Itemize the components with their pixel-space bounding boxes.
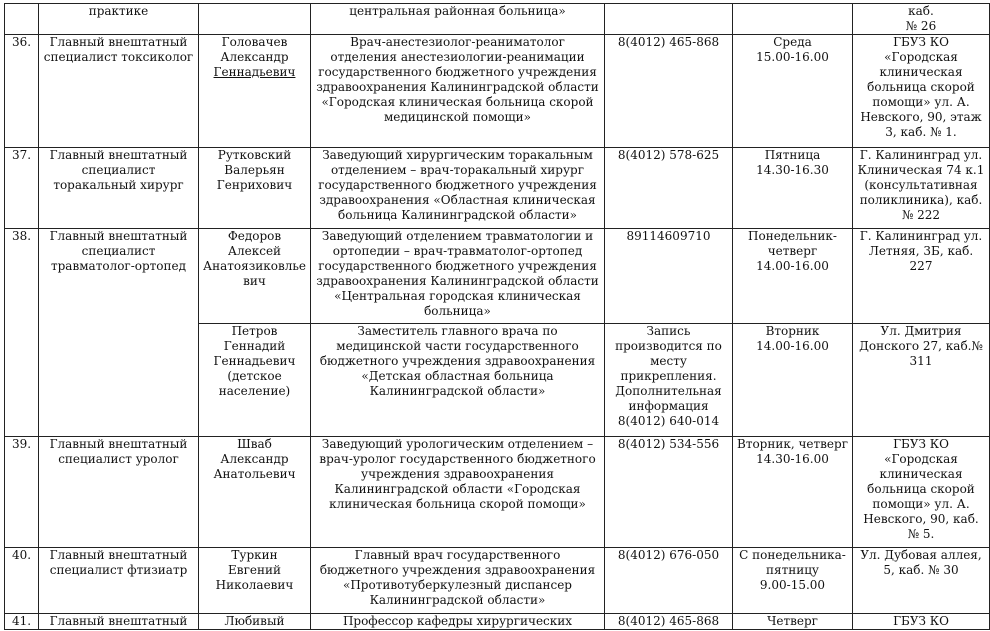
table-row: [5, 229, 990, 324]
specialists-table: [4, 3, 990, 630]
table-row: [5, 548, 990, 614]
specialty-cell: Главный внештатный: [39, 614, 199, 630]
address-cell: Г. Калининград ул. Клиническая 74 к.1 (консультативная поликлиника), каб.№ 222: [853, 148, 990, 229]
row-number: 36.: [5, 35, 39, 148]
phone-cell: Запись производится по месту прикрепления. Дополнительная информация 8(4012) 640-014: [605, 324, 733, 437]
position-cell: Врач-анестезиолог-реаниматолог отделения анестезиологии-реанимации государственного бюджетного учреждения здравоохранения Калининградской области «Городская клиническая больница скорой медицинской помощи»: [311, 35, 605, 148]
name-cell: Туркин Евгений Николаевич: [199, 548, 311, 614]
underlined-patronymic: Геннадьевич: [213, 65, 296, 79]
phone-cell: 89114609710: [605, 229, 733, 324]
phone-cell: 8(4012) 465-868: [605, 614, 733, 630]
table-row: [5, 148, 990, 229]
name-cell: Головачев Александр Геннадьевич: [199, 35, 311, 148]
schedule-cell: Вторник, четверг 14.30-16.00: [733, 437, 853, 548]
address-cell: ГБУЗ КО «Городская клиническая больница скорой помощи» ул. А. Невского, 90, каб. № 5.: [853, 437, 990, 548]
phone-cell: 8(4012) 465-868: [605, 35, 733, 148]
position-cell: Заместитель главного врача по медицинской части государственного бюджетного учреждения здравоохранения «Детская областная больница Калининградской области»: [311, 324, 605, 437]
row-number: 39.: [5, 437, 39, 548]
address-cell: ГБУЗ КО «Городская клиническая больница скорой помощи» ул. А. Невского, 90, этаж 3, каб. № 1.: [853, 35, 990, 148]
position-cell: Заведующий урологическим отделением – врач-уролог государственного бюджетного учреждения здравоохранения Калининградской области «Городская клиническая больница скорой помощи»: [311, 437, 605, 548]
specialty-cell: Главный внештатный специалист фтизиатр: [39, 548, 199, 614]
schedule-cell: С понедельника- пятницу 9.00-15.00: [733, 548, 853, 614]
table-row: [5, 614, 990, 630]
position-cell: Заведующий отделением травматологии и ортопедии – врач-травматолог-ортопед государственного бюджетного учреждения здравоохранения Калининградской области «Центральная городская клиническая больница»: [311, 229, 605, 324]
name-cell: Шваб Александр Анатольевич: [199, 437, 311, 548]
name-cell: [199, 4, 311, 35]
address-cell: Ул. Дмитрия Донского 27, каб.№ 311: [853, 324, 990, 437]
address-cell: Г. Калининград ул. Летняя, 3Б, каб. 227: [853, 229, 990, 324]
name-cell: Петров Геннадий Геннадьевич (детское население): [199, 324, 311, 437]
position-cell: Заведующий хирургическим торакальным отделением – врач-торакальный хирург государственного бюджетного учреждения здравоохранения «Областная клиническая больница Калининградской области»: [311, 148, 605, 229]
table-row: [5, 437, 990, 548]
address-cell: Ул. Дубовая аллея, 5, каб. № 30: [853, 548, 990, 614]
schedule-cell: Понедельник- четверг 14.00-16.00: [733, 229, 853, 324]
schedule-cell: [733, 4, 853, 35]
specialty-cell: Главный внештатный специалист токсиколог: [39, 35, 199, 148]
position-cell: Главный врач государственного бюджетного учреждения здравоохранения «Противотуберкулезный диспансер Калининградской области»: [311, 548, 605, 614]
schedule-cell: Четверг: [733, 614, 853, 630]
schedule-cell: Вторник 14.00-16.00: [733, 324, 853, 437]
address-cell: ГБУЗ КО: [853, 614, 990, 630]
row-number: 37.: [5, 148, 39, 229]
row-number: 41.: [5, 614, 39, 630]
name-cell: Рутковский Валерьян Генрихович: [199, 148, 311, 229]
phone-cell: 8(4012) 676-050: [605, 548, 733, 614]
specialty-cell: Главный внештатный специалист уролог: [39, 437, 199, 548]
number-cell: [5, 4, 39, 35]
specialty-cell: Главный внештатный специалист торакальный хирург: [39, 148, 199, 229]
phone-cell: [605, 4, 733, 35]
position-cell: центральная районная больница»: [311, 4, 605, 35]
schedule-cell: Пятница 14.30-16.30: [733, 148, 853, 229]
specialty-cell: Главный внештатный специалист травматолог-ортопед: [39, 229, 199, 437]
row-number: 40.: [5, 548, 39, 614]
table-row: [5, 35, 990, 148]
name-cell: Федоров Алексей Анатоязиковлье вич: [199, 229, 311, 324]
position-cell: Профессор кафедры хирургических: [311, 614, 605, 630]
table-row-continued: [5, 4, 990, 35]
name-cell: Любивый: [199, 614, 311, 630]
specialty-cell: практике: [39, 4, 199, 35]
phone-cell: 8(4012) 534-556: [605, 437, 733, 548]
address-cell: каб. № 26: [853, 4, 990, 35]
schedule-cell: Среда 15.00-16.00: [733, 35, 853, 148]
row-number: 38.: [5, 229, 39, 437]
phone-cell: 8(4012) 578-625: [605, 148, 733, 229]
